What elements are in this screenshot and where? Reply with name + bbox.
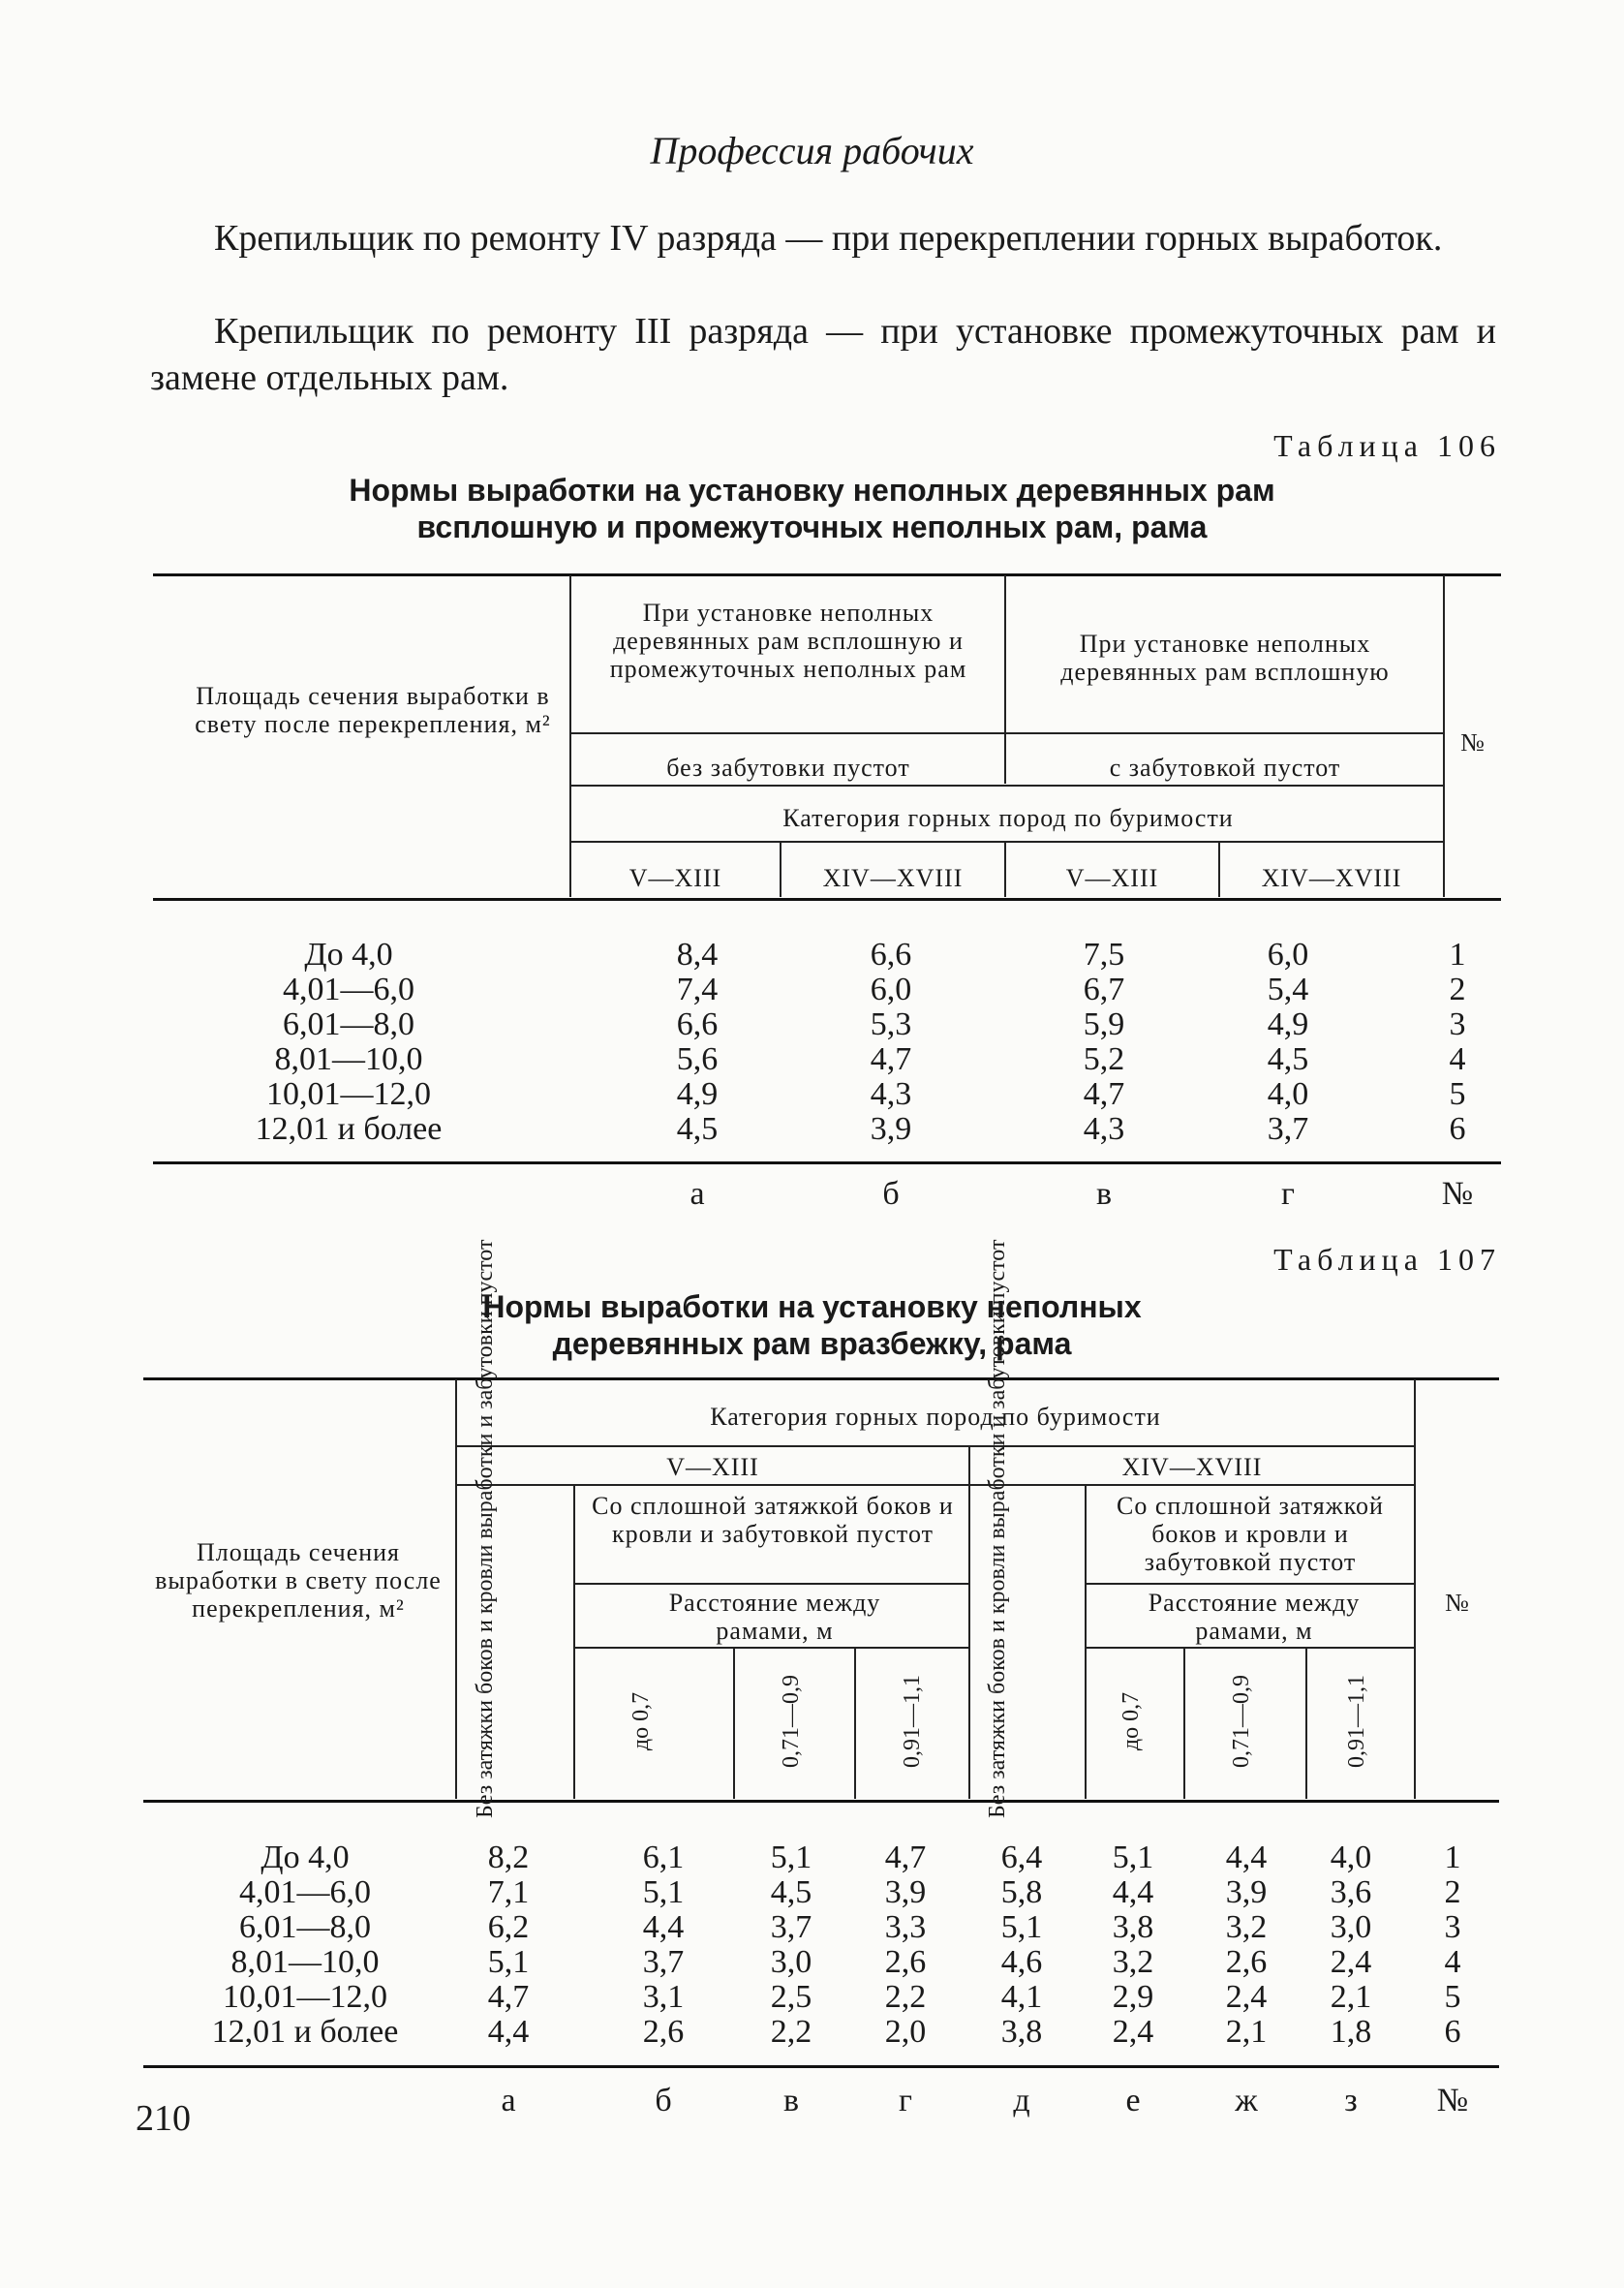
t107-header-fill-g2: Со сплошной затяжкой боков и кровли и забутовкой пустот — [1117, 1492, 1384, 1576]
t106-header-c1: V—XIII — [628, 864, 722, 892]
table-cell: 4,4 — [642, 1909, 685, 1945]
t106-header-c3: V—XIII — [1065, 864, 1159, 892]
t107-header-d3-g2: 0,91—1,1 — [1344, 1675, 1369, 1768]
t107-header-d3-g1: 0,91—1,1 — [900, 1675, 925, 1768]
table-cell: 3,3 — [884, 1909, 927, 1945]
table-cell: 5,1 — [642, 1874, 685, 1910]
t107-vline-area — [455, 1379, 457, 1799]
t106-footer-a: а — [689, 1176, 705, 1212]
table-cell: 4,7 — [487, 1979, 530, 2015]
t107-header-d1-g1: до 0,7 — [628, 1691, 654, 1751]
table-cell: 3,7 — [642, 1944, 685, 1980]
t107-g2-fill-rule — [1087, 1583, 1414, 1585]
table-cell: 3,9 — [870, 1111, 912, 1147]
table-row: До 4,0 — [304, 937, 393, 973]
t107-col-a — [455, 1840, 562, 2050]
table-cell: 2,1 — [1225, 2014, 1268, 2050]
t106-bottom-rule — [153, 1161, 1501, 1164]
t107-vline-d4 — [1183, 1647, 1185, 1799]
t107-header-category: Категория горных пород по буримости — [710, 1403, 1161, 1431]
t106-header-area: Площадь сечения выработки в свету после перекрепления, м² — [195, 682, 551, 738]
t107-vline-g2-without — [1085, 1484, 1087, 1799]
table-cell: 2,1 — [1330, 1979, 1372, 2015]
table-cell: 7,1 — [487, 1874, 530, 1910]
table-cell: 1 — [1449, 937, 1466, 973]
table-cell: 3,2 — [1225, 1909, 1268, 1945]
t107-header-without-g1: Без затяжки боков и кровли выработки и забутовки пустот — [473, 1239, 498, 1818]
t107-footer-d: д — [1013, 2083, 1030, 2118]
table-cell: 4,6 — [1000, 1944, 1043, 1980]
table-cell: 5,6 — [676, 1041, 719, 1077]
table-cell: 4,1 — [1000, 1979, 1043, 2015]
table-cell: 2,6 — [884, 1944, 927, 1980]
table-cell: 4,4 — [487, 2014, 530, 2050]
table-106-label: Таблица 106 — [1273, 428, 1501, 463]
t106-header-group2: При установке неполных деревянных рам всплошную — [1060, 630, 1390, 686]
t106-header-no: № — [1460, 728, 1486, 757]
table-cell: 4,9 — [676, 1076, 719, 1112]
t107-col-b — [610, 1840, 717, 2050]
table-cell: 8,2 — [487, 1840, 530, 1875]
table-cell: 6,6 — [676, 1006, 719, 1042]
table-106-title-1: Нормы выработки на установку неполных деревянных рам — [349, 473, 1275, 508]
table-cell: 5 — [1444, 1979, 1461, 2015]
table-cell: 6,0 — [1267, 937, 1309, 973]
t107-footer-e: е — [1125, 2083, 1141, 2118]
t107-footer-zh: ж — [1235, 2083, 1258, 2118]
table-cell: 5,1 — [1000, 1909, 1043, 1945]
table-cell: 4,7 — [870, 1041, 912, 1077]
t107-footer-no: № — [1436, 2083, 1469, 2118]
table-cell: 3 — [1444, 1909, 1461, 1945]
t107-vline-d2 — [854, 1647, 856, 1799]
table-cell: 5,8 — [1000, 1874, 1043, 1910]
table-cell: 3,8 — [1000, 2014, 1043, 2050]
table-cell: 3,0 — [1330, 1909, 1372, 1945]
t106-header-c4: XIV—XVIII — [1261, 864, 1402, 892]
t107-footer-z: з — [1344, 2083, 1358, 2118]
t106-header-category: Категория горных пород по буримости — [782, 804, 1234, 832]
table-row: 8,01—10,0 — [274, 1041, 423, 1077]
table-106-title-2: всплошную и промежуточных неполных рам, рама — [416, 510, 1208, 544]
paragraph-2: Крепильщик по ремонту III разряда — при установке промежуточных рам и замене отдельных рам. — [150, 311, 1496, 398]
table-cell: 3,0 — [770, 1944, 812, 1980]
t106-footer-g: г — [1281, 1176, 1295, 1212]
table-cell: 3,9 — [884, 1874, 927, 1910]
t107-header-distance-g1: Расстояние между рамами, м — [668, 1589, 881, 1645]
table-cell: 4 — [1444, 1944, 1461, 1980]
table-cell: 4,7 — [1083, 1076, 1125, 1112]
t106-header-sub2: с забутовкой пустот — [1109, 754, 1341, 782]
table-cell: 4,4 — [1225, 1840, 1268, 1875]
t106-sub-rule — [571, 732, 1443, 734]
table-cell: 3,8 — [1112, 1909, 1154, 1945]
t107-area-column — [179, 1840, 431, 2050]
table-row: 8,01—10,0 — [230, 1944, 380, 1980]
t106-footer-no: № — [1441, 1176, 1474, 1212]
t107-header-fill-g1: Со сплошной затяжкой боков и кровли и забутовкой пустот — [592, 1492, 954, 1548]
t107-footer-g: г — [899, 2083, 912, 2118]
table-cell: 4,5 — [676, 1111, 719, 1147]
table-cell: 4 — [1449, 1041, 1466, 1077]
t107-col-zh — [1193, 1840, 1300, 2050]
table-cell: 2,4 — [1330, 1944, 1372, 1980]
table-cell: 6 — [1449, 1111, 1466, 1147]
table-cell: 6,4 — [1000, 1840, 1043, 1875]
table-row: 4,01—6,0 — [283, 972, 414, 1007]
t106-col-no — [1433, 938, 1482, 1147]
table-cell: 2,5 — [770, 1979, 812, 2015]
table-row: 4,01—6,0 — [239, 1874, 371, 1910]
t107-g2-dist-rule — [1087, 1647, 1414, 1649]
table-cell: 8,4 — [676, 937, 719, 973]
table-row: 12,01 и более — [255, 1111, 443, 1147]
t107-top-rule — [143, 1377, 1499, 1380]
paragraph-1: Крепильщик по ремонту IV разряда — при перекреплении горных выработок. — [214, 218, 1443, 259]
t107-col-z — [1298, 1840, 1404, 2050]
page-number: 210 — [136, 2098, 191, 2139]
t107-header-d2-g1: 0,71—0,9 — [779, 1675, 804, 1768]
table-cell: 2 — [1444, 1874, 1461, 1910]
t106-header-group1: При установке неполных деревянных рам всплошную и промежуточных неполных рам — [609, 599, 967, 683]
t107-vline-groups — [968, 1445, 970, 1799]
t106-col-a — [620, 938, 775, 1147]
t106-footer-b: б — [882, 1176, 900, 1212]
table-cell: 4,0 — [1330, 1840, 1372, 1875]
table-cell: 4,5 — [1267, 1041, 1309, 1077]
table-cell: 2 — [1449, 972, 1466, 1007]
t107-vline-d1 — [733, 1647, 735, 1799]
table-cell: 7,4 — [676, 972, 719, 1007]
t107-col-no — [1428, 1840, 1477, 2050]
table-cell: 4,9 — [1267, 1006, 1309, 1042]
table-cell: 4,5 — [770, 1874, 812, 1910]
t106-footer-v: в — [1095, 1176, 1113, 1212]
table-cell: 6,6 — [870, 937, 912, 973]
table-cell: 3,1 — [642, 1979, 685, 2015]
t106-col-b — [813, 938, 968, 1147]
t107-footer-b: б — [655, 2083, 672, 2118]
table-cell: 2,4 — [1225, 1979, 1268, 2015]
table-cell: 4,4 — [1112, 1874, 1154, 1910]
table-cell: 6,2 — [487, 1909, 530, 1945]
table-row: 10,01—12,0 — [223, 1979, 387, 2015]
t107-header-distance-g2: Расстояние между рамами, м — [1148, 1589, 1361, 1645]
table-cell: 1 — [1444, 1840, 1461, 1875]
table-cell: 5,4 — [1267, 972, 1309, 1007]
table-cell: 6 — [1444, 2014, 1461, 2050]
table-cell: 1,8 — [1330, 2014, 1372, 2050]
table-cell: 7,5 — [1083, 937, 1125, 973]
table-row: 6,01—8,0 — [283, 1006, 414, 1042]
t106-header-rule — [153, 898, 1501, 901]
table-107-title-2: деревянных рам вразбежку, рама — [552, 1326, 1072, 1361]
table-row: 6,01—8,0 — [239, 1909, 371, 1945]
t107-col-d — [968, 1840, 1075, 2050]
table-cell: 6,1 — [642, 1840, 685, 1875]
section-heading: Профессия рабочих — [650, 129, 974, 172]
table-cell: 3,2 — [1112, 1944, 1154, 1980]
t107-vline-g1-without — [573, 1484, 575, 1799]
t106-header-sub1: без забутовки пустот — [666, 754, 910, 782]
t107-header-no: № — [1445, 1589, 1470, 1617]
table-cell: 2,0 — [884, 2014, 927, 2050]
t107-vline-d5 — [1305, 1647, 1307, 1799]
t107-header-g2: XIV—XVIII — [1121, 1453, 1263, 1481]
t107-header-area: Площадь сечения выработки в свету после перекрепления, м² — [155, 1538, 442, 1623]
t106-col-g — [1210, 938, 1365, 1147]
table-row: 12,01 и более — [211, 2014, 399, 2050]
t107-footer-a: а — [501, 2083, 516, 2118]
table-cell: 2,6 — [1225, 1944, 1268, 1980]
t107-g1-fill-rule — [575, 1583, 968, 1585]
table-cell: 4,7 — [884, 1840, 927, 1875]
t107-header-g1: V—XIII — [666, 1453, 759, 1481]
t107-col-e — [1080, 1840, 1186, 2050]
table-cell: 5,2 — [1083, 1041, 1125, 1077]
table-cell: 4,3 — [1083, 1111, 1125, 1147]
table-cell: 5 — [1449, 1076, 1466, 1112]
t107-col-g — [852, 1840, 959, 2050]
table-cell: 5,1 — [487, 1944, 530, 1980]
t106-header-c2: XIV—XVIII — [822, 864, 964, 892]
t107-header-rule — [143, 1800, 1499, 1803]
t106-col-v — [1026, 938, 1181, 1147]
t106-vline-area — [569, 575, 571, 897]
table-cell: 2,9 — [1112, 1979, 1154, 2015]
table-cell: 3,6 — [1330, 1874, 1372, 1910]
table-cell: 6,0 — [870, 972, 912, 1007]
table-cell: 2,6 — [642, 2014, 685, 2050]
table-row: 10,01—12,0 — [266, 1076, 431, 1112]
t107-header-d1-g2: до 0,7 — [1118, 1691, 1144, 1751]
table-cell: 5,1 — [1112, 1840, 1154, 1875]
t107-footer-v: в — [782, 2083, 800, 2118]
table-cell: 6,7 — [1083, 972, 1125, 1007]
t106-vline-groups — [1004, 575, 1006, 784]
table-cell: 2,4 — [1112, 2014, 1154, 2050]
t107-bottom-rule — [143, 2065, 1499, 2068]
t107-col-v — [738, 1840, 844, 2050]
table-107-label: Таблица 107 — [1273, 1242, 1501, 1277]
table-cell: 2,2 — [884, 1979, 927, 2015]
table-cell: 4,3 — [870, 1076, 912, 1112]
table-cell: 5,3 — [870, 1006, 912, 1042]
t107-category-rule — [457, 1445, 1414, 1447]
table-cell: 3,7 — [770, 1909, 812, 1945]
t107-group-rule — [457, 1484, 1414, 1486]
t107-header-without-g2: Без затяжки боков и кровли выработки и забутовки пустот — [985, 1239, 1010, 1818]
table-cell: 3 — [1449, 1006, 1466, 1042]
table-row: До 4,0 — [260, 1840, 350, 1875]
t106-top-rule — [153, 573, 1501, 576]
table-cell: 4,0 — [1267, 1076, 1309, 1112]
t107-g1-dist-rule — [575, 1647, 968, 1649]
table-cell: 5,9 — [1083, 1006, 1125, 1042]
t106-cat-rule-top — [571, 785, 1443, 787]
t107-header-d2-g2: 0,71—0,9 — [1229, 1675, 1254, 1768]
table-cell: 3,7 — [1267, 1111, 1309, 1147]
table-cell: 3,9 — [1225, 1874, 1268, 1910]
t106-area-column — [194, 938, 504, 1147]
t106-cat-rule-bottom — [571, 841, 1443, 843]
table-107-title-1: Нормы выработки на установку неполных — [482, 1289, 1142, 1324]
table-cell: 5,1 — [770, 1840, 812, 1875]
table-cell: 2,2 — [770, 2014, 812, 2050]
